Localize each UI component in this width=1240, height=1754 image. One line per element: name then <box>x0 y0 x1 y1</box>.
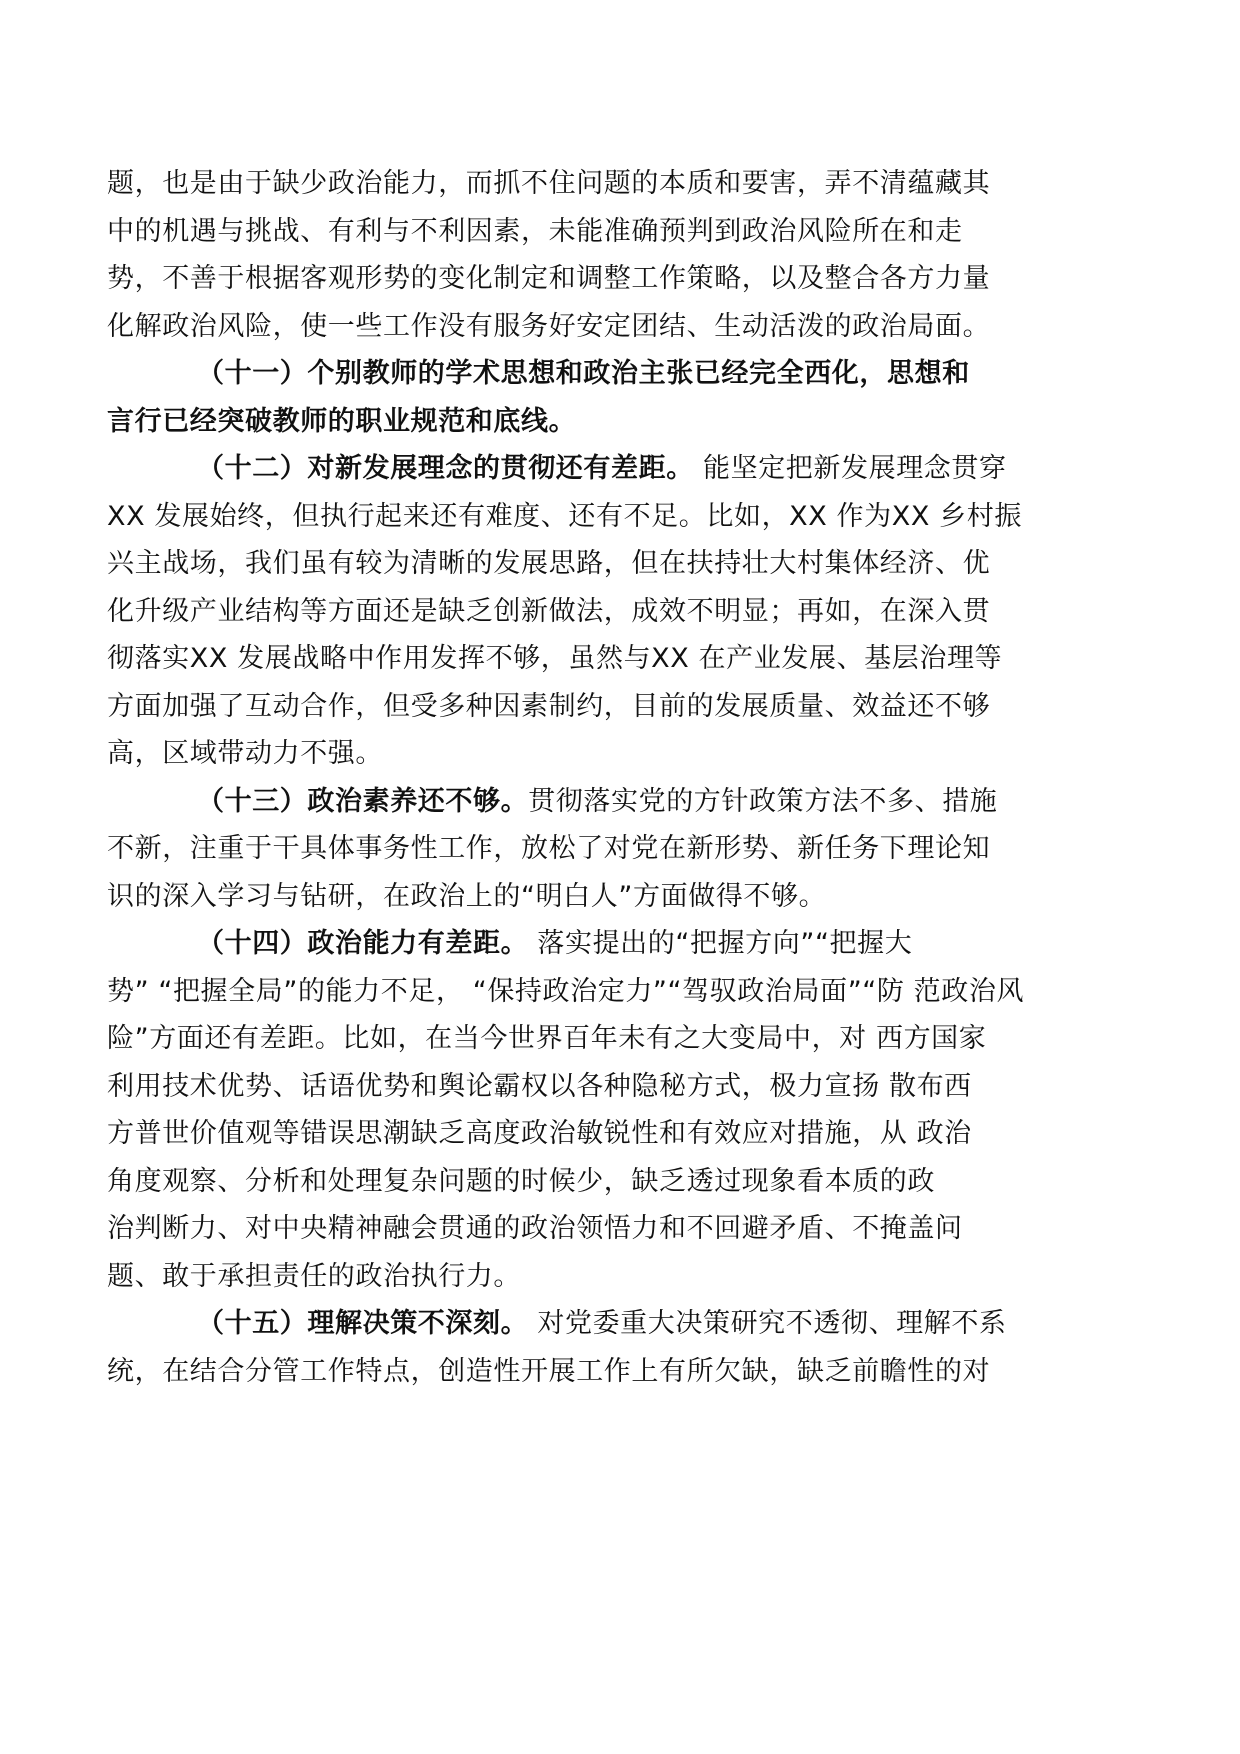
text-line <box>107 160 1117 208</box>
text-line <box>107 398 1117 446</box>
text-line <box>107 540 1117 588</box>
paragraph-first-line <box>107 445 1117 493</box>
text-line <box>107 208 1117 256</box>
text-line <box>107 493 1117 541</box>
body-text: 识的深入学习与钻研，在政治上的“明白人”方面做得不够。 <box>107 880 827 912</box>
body-text: 兴主战场，我们虽有较为清晰的发展思路，但在扶持壮大村集体经济、优 <box>107 548 991 579</box>
document-body <box>107 160 1117 1395</box>
body-text: 化解政治风险，使一些工作没有服务好安定团结、生动活泼的政治局面。 <box>107 310 991 342</box>
body-text: 贯彻落实党的方针政策方法不多、措施 <box>528 785 998 817</box>
body-text: 能坚定把新发展理念贯穿 <box>693 453 1007 484</box>
text-line <box>107 730 1117 778</box>
section-heading-text: 言行已经突破教师的职业规范和底线。 <box>107 405 577 437</box>
body-text: 化升级产业结构等方面还是缺乏创新做法，成效不明显；再如，在深入贯 <box>107 595 991 627</box>
section-heading-text: （十三）政治素养还不够。 <box>197 785 529 817</box>
body-text: 统，在结合分管工作特点，创造性开展工作上有所欠缺，缺乏前瞻性的对 <box>107 1355 991 1387</box>
text-line <box>107 255 1117 303</box>
text-line <box>107 303 1117 351</box>
body-text: 彻落实XX 发展战略中作用发挥不够，虽然与XX 在产业发展、基层治理等 <box>107 643 1003 674</box>
text-line <box>107 1348 1117 1396</box>
text-line <box>107 1253 1117 1301</box>
section-heading-text: （十四）政治能力有差距。 <box>197 928 529 959</box>
section-heading-text: （十一）个别教师的学术思想和政治主张已经完全西化，思想和 <box>197 358 970 389</box>
body-text: 方面加强了互动合作，但受多种因素制约，目前的发展质量、效益还不够 <box>107 690 991 722</box>
body-text: 对党委重大决策研究不透彻、理解不系 <box>528 1308 1007 1339</box>
text-line <box>107 588 1117 636</box>
body-text: 不新，注重于干具体事务性工作，放松了对党在新形势、新任务下理论知 <box>107 833 991 864</box>
text-line <box>107 1110 1117 1158</box>
text-line <box>107 1205 1117 1253</box>
body-text: 险”方面还有差距。比如，在当今世界百年未有之大变局中，对 西方国家 <box>107 1023 987 1054</box>
body-text: 利用技术优势、话语优势和舆论霸权以各种隐秘方式，极力宣扬 散布西 <box>107 1070 972 1102</box>
section-heading-text: （十二）对新发展理念的贯彻还有差距。 <box>197 453 694 484</box>
body-text: 势” “把握全局”的能力不足， “保持政治定力”“驾驭政治局面”“防 范政治风 <box>107 975 1025 1007</box>
body-text: 角度观察、分析和处理复杂问题的时候少，缺乏透过现象看本质的政 <box>107 1165 935 1197</box>
text-line <box>107 825 1117 873</box>
body-text: 治判断力、对中央精神融会贯通的政治领悟力和不回避矛盾、不掩盖问 <box>107 1213 963 1244</box>
paragraph-first-line <box>107 778 1117 826</box>
text-line <box>107 968 1117 1016</box>
body-text: 题、敢于承担责任的政治执行力。 <box>107 1260 521 1292</box>
text-line <box>107 1015 1117 1063</box>
paragraph-first-line <box>107 920 1117 968</box>
body-text: 题，也是由于缺少政治能力，而抓不住问题的本质和要害，弄不清蕴藏其 <box>107 168 991 199</box>
paragraph-first-line <box>107 350 1117 398</box>
body-text: 势，不善于根据客观形势的变化制定和调整工作策略，以及整合各方力量 <box>107 263 991 294</box>
text-line <box>107 1158 1117 1206</box>
body-text: 高，区域带动力不强。 <box>107 738 383 769</box>
paragraph-first-line <box>107 1300 1117 1348</box>
body-text: XX 发展始终，但执行起来还有难度、还有不足。比如，XX 作为XX 乡村振 <box>107 500 1022 532</box>
text-line <box>107 873 1117 921</box>
body-text: 落实提出的“把握方向”“把握大 <box>528 928 913 959</box>
body-text: 方普世价值观等错误思潮缺乏高度政治敏锐性和有效应对措施，从 政治 <box>107 1118 972 1149</box>
text-line <box>107 1063 1117 1111</box>
text-line <box>107 635 1117 683</box>
section-heading-text: （十五）理解决策不深刻。 <box>197 1308 529 1339</box>
text-line <box>107 683 1117 731</box>
body-text: 中的机遇与挑战、有利与不利因素，未能准确预判到政治风险所在和走 <box>107 215 963 247</box>
